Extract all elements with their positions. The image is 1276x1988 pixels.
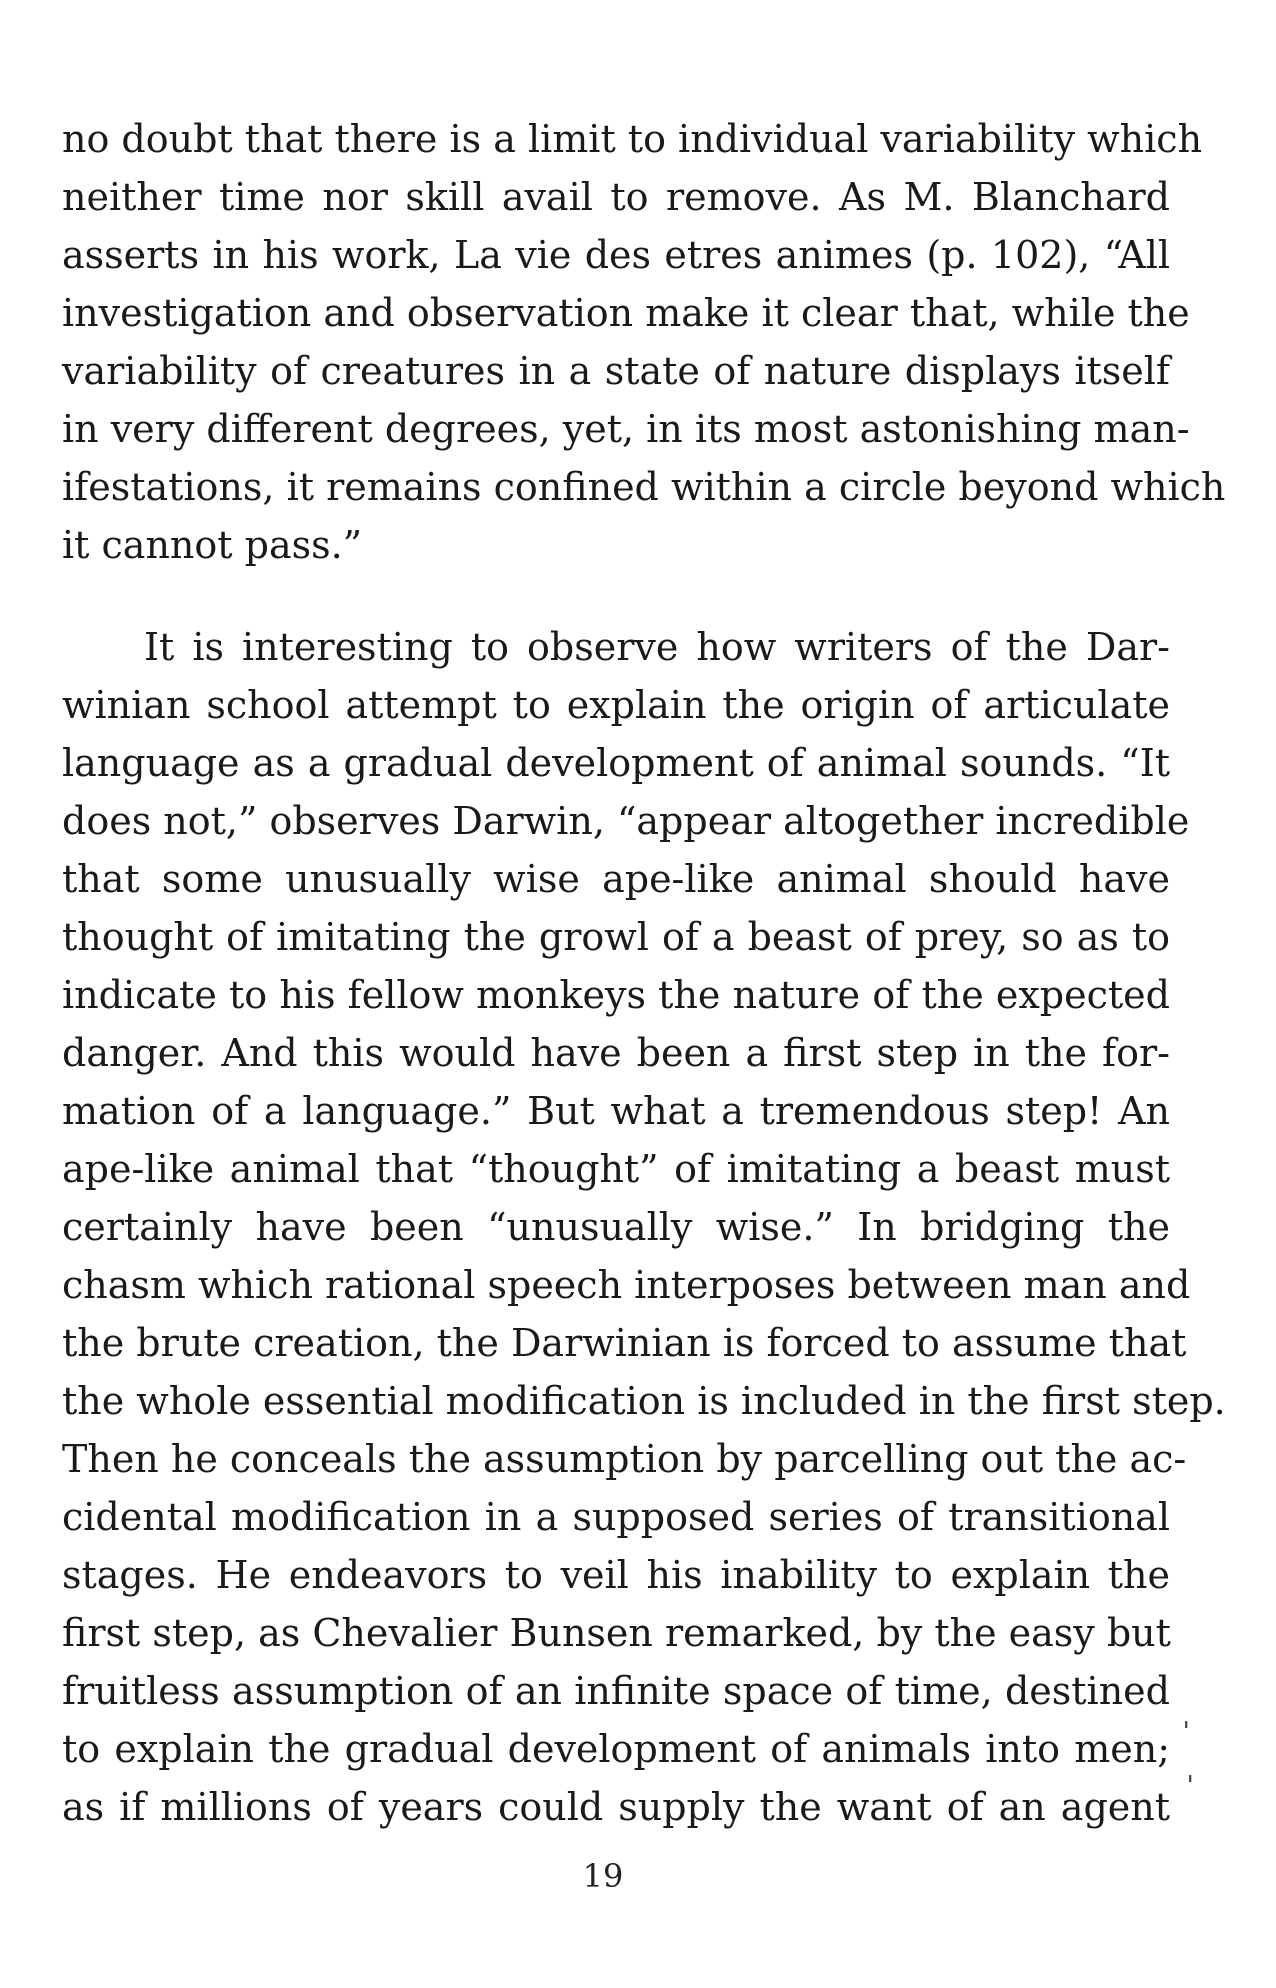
text-line: stages. He endeavors to veil his inability to explain the [62,1553,1170,1597]
text-line: ifestations, it remains confined within a circle beyond which [62,465,1226,509]
text-line: fruitless assumption of an infinite space of time, destined [62,1669,1170,1713]
text-line: it cannot pass.” [62,523,363,567]
text-line: in very different degrees, yet, in its most astonishing man- [62,407,1190,451]
text-line: as if millions of years could supply the want of an agent [62,1785,1170,1829]
text-line: Then he conceals the assumption by parcelling out the ac- [62,1437,1187,1481]
text-line: winian school attempt to explain the origin of articulate [62,683,1170,727]
margin-mark: ˈ [1182,1717,1191,1752]
text-line: danger. And this would have been a first step in the for- [62,1031,1170,1075]
text-line: variability of creatures in a state of nature displays itself [62,349,1170,393]
text-line: the whole essential modification is included in the first step. [62,1379,1226,1423]
text-line: that some unusually wise ape-like animal should have [62,857,1170,901]
text-line: language as a gradual development of animal sounds. “It [62,741,1170,785]
text-line: no doubt that there is a limit to individual variability which [62,117,1203,161]
text-line: cidental modification in a supposed series of transitional [62,1495,1170,1539]
text-line: asserts in his work, La vie des etres animes (p. 102), “All [62,233,1170,277]
page-number: 19 [582,1857,624,1895]
text-line: indicate to his fellow monkeys the nature of the expected [62,973,1170,1017]
text-line: first step, as Chevalier Bunsen remarked, by the easy but [62,1611,1171,1655]
text-line: certainly have been “unusually wise.” In bridging the [62,1205,1170,1249]
text-line: neither time nor skill avail to remove. As M. Blanchard [62,175,1170,219]
text-line: thought of imitating the growl of a beast of prey, so as to [62,915,1170,959]
text-line: does not,” observes Darwin, “appear altogether incredible [62,799,1190,843]
text-line: mation of a language.” But what a tremendous step! An [62,1089,1170,1133]
text-line: investigation and observation make it clear that, while the [62,291,1190,335]
text-line: chasm which rational speech interposes between man and [62,1263,1191,1307]
text-line: the brute creation, the Darwinian is forced to assume that [62,1321,1187,1365]
margin-mark: ˈ [1186,1771,1195,1806]
text-line: ape-like animal that “thought” of imitating a beast must [62,1147,1170,1191]
text-line: It is interesting to observe how writers of the Dar- [144,625,1170,669]
text-line: to explain the gradual development of animals into men; [62,1727,1170,1771]
